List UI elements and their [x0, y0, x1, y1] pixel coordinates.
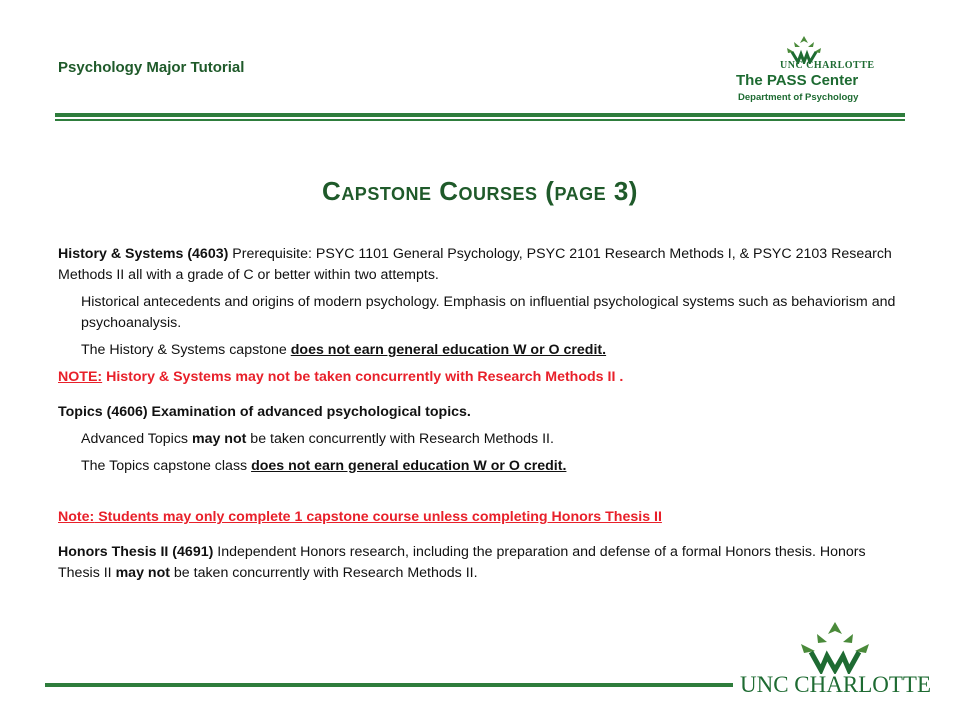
history-prereq: History & Systems (4603) Prerequisite: PSYC 1101 General Psychology, PSYC 2101 Research Methods I, & PSYC 2103 Research Methods II all with a grade of C or better within two attempts.	[58, 246, 892, 283]
header-title: Psychology Major Tutorial	[58, 59, 245, 76]
slide-body	[58, 244, 908, 584]
crown-crest-icon	[793, 620, 877, 674]
history-warning-note: NOTE: History & Systems may not be taken concurrently with Research Methods II .	[58, 369, 624, 385]
footer-rule	[45, 683, 733, 687]
header-rule-thin	[55, 119, 905, 121]
topics-credit-note: The Topics capstone class does not earn general education W or O credit.	[81, 458, 567, 474]
slide-title: Capstone Courses (page 3)	[322, 176, 638, 206]
honors-paragraph: Honors Thesis II (4691) Independent Honors research, including the preparation and defense of a formal Honors thesis. Honors Thesis II may not be taken concurrently with Research Methods II.	[58, 544, 866, 581]
header-rule	[55, 113, 905, 117]
unc-charlotte-logo	[740, 620, 930, 700]
history-heading: History & Systems (4603)	[58, 246, 229, 262]
history-description: Historical antecedents and origins of modern psychology. Emphasis on influential psychological systems such as behaviorism and psychoanalysis.	[81, 294, 896, 331]
logo-department: Department of Psychology	[738, 92, 859, 103]
topics-concurrency-note: Advanced Topics may not be taken concurrently with Research Methods II.	[81, 431, 554, 447]
topics-heading: Topics (4606) Examination of advanced psychological topics.	[58, 404, 471, 420]
footer-logo-text: UNC CHARLOTTE	[740, 672, 932, 697]
capstone-limit-note: Note: Students may only complete 1 capstone course unless completing Honors Thesis II	[58, 509, 662, 525]
logo-university: UNC CHARLOTTE	[780, 60, 875, 71]
logo-center-name: The PASS Center	[736, 72, 859, 89]
history-credit-note: The History & Systems capstone does not earn general education W or O credit.	[81, 342, 607, 358]
pass-center-logo	[730, 34, 880, 106]
